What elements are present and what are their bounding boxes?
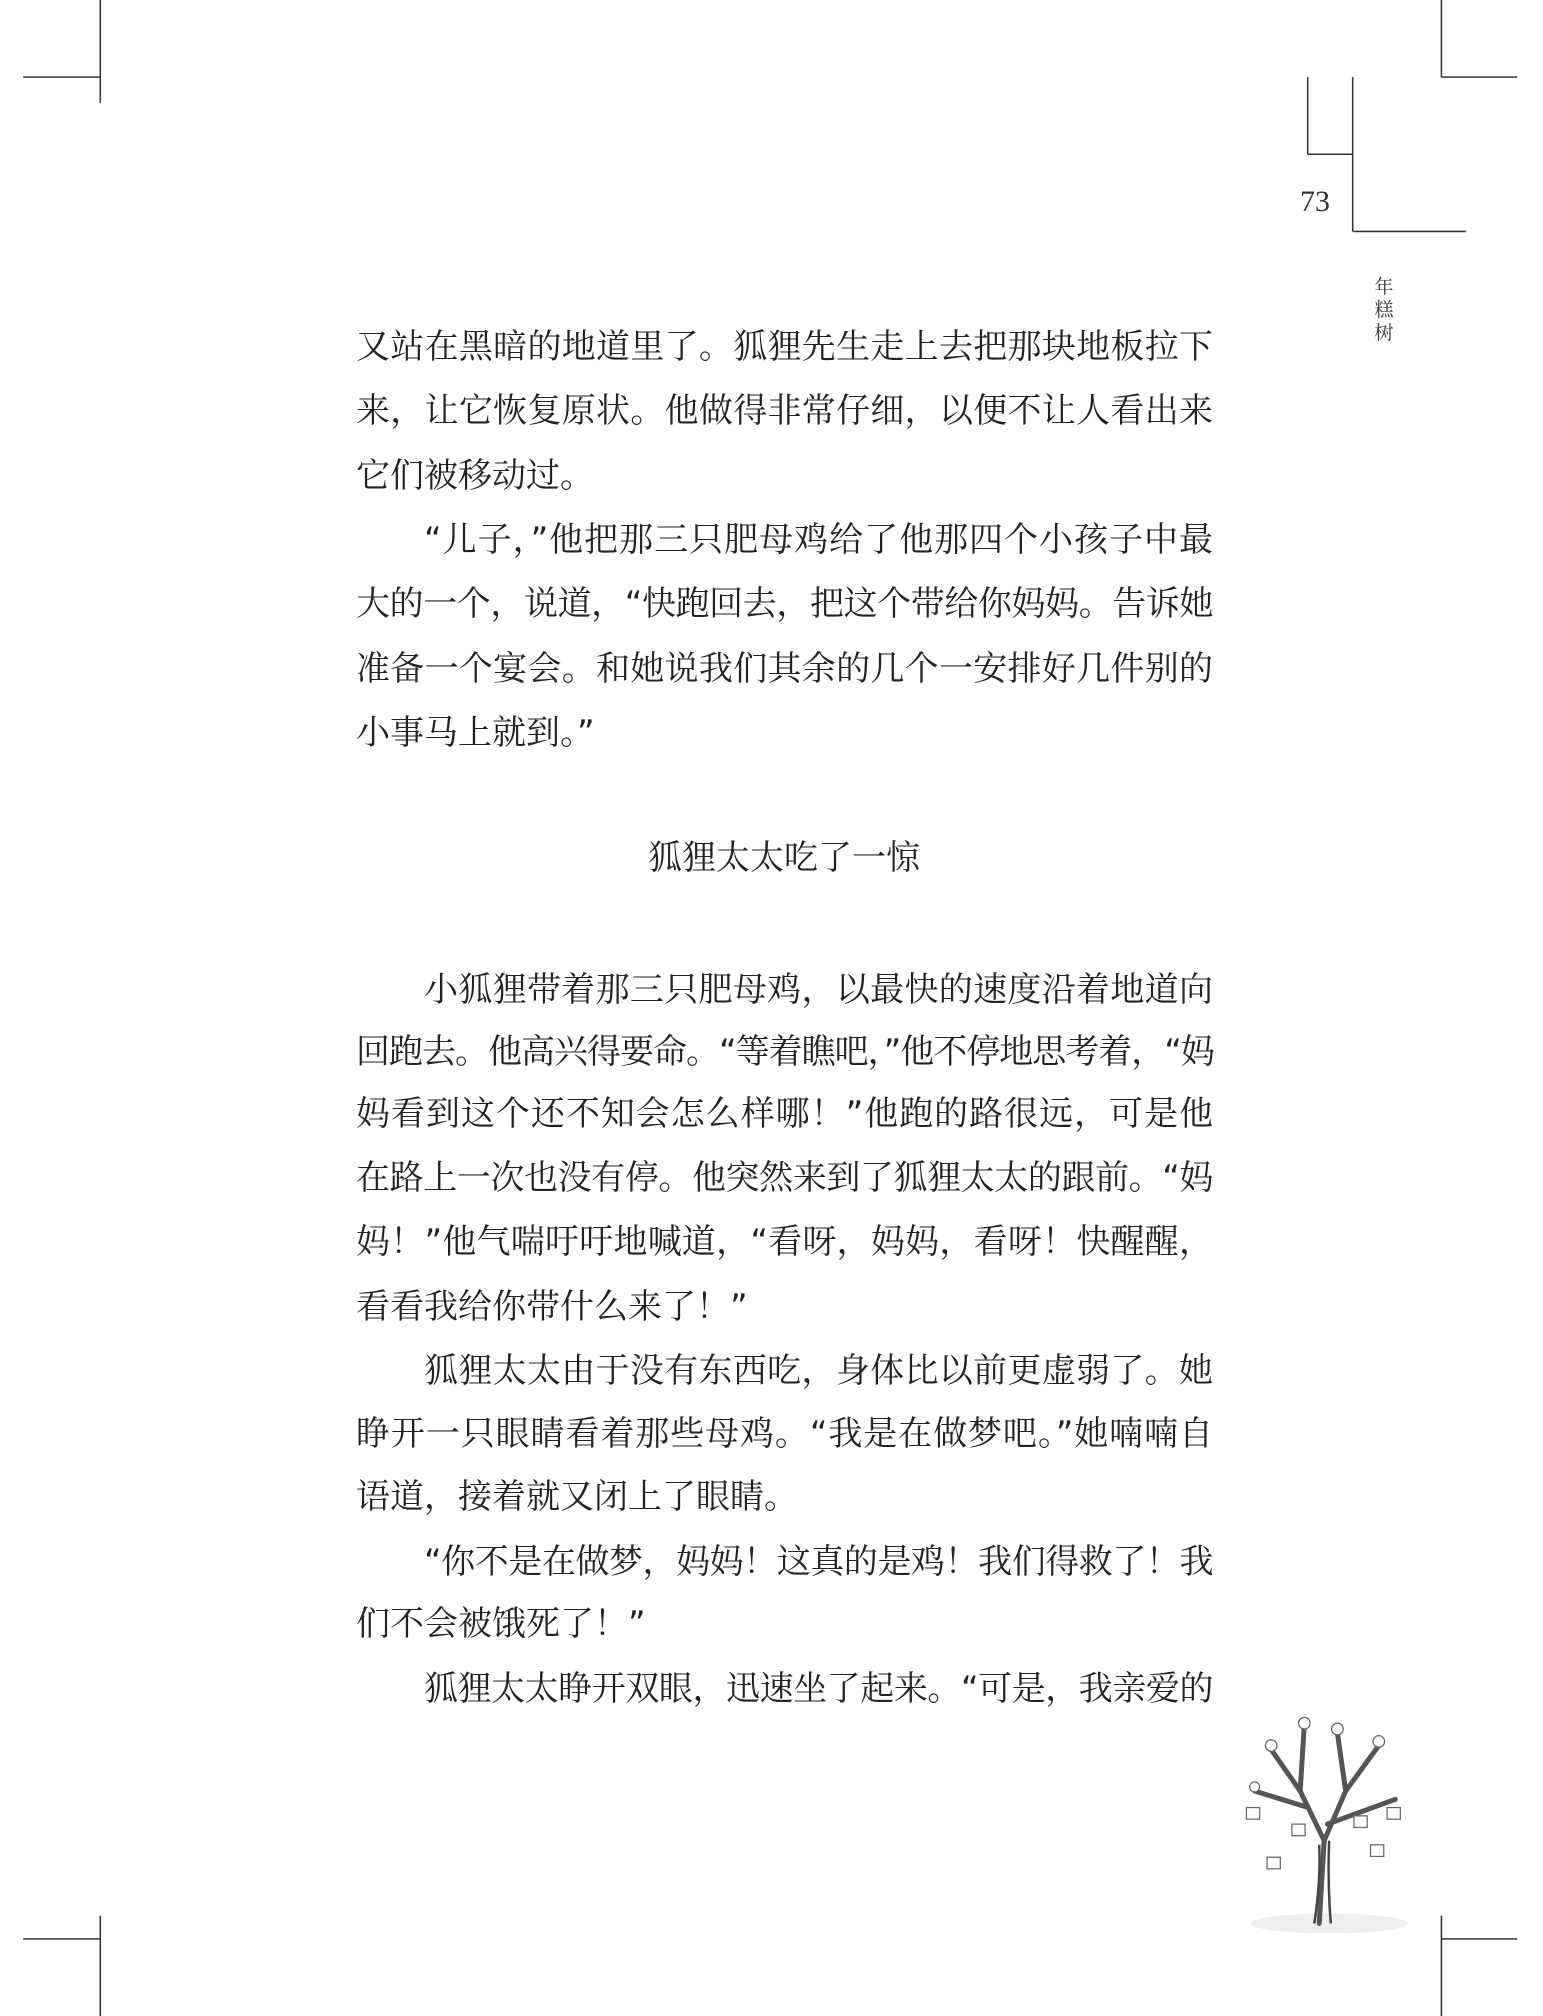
text-line: 回跑去。他高兴得要命。“等着瞧吧，”他不停地思考着，“妈 (356, 1032, 1214, 1072)
text-line: 准备一个宴会。和她说我们其余的几个一安排好几件别的 (356, 649, 1213, 689)
text-line: 们不会被饿死了！” (356, 1604, 646, 1644)
text-line: 狐狸太太睁开双眼，迅速坐了起来。“可是，我亲爱的 (424, 1669, 1213, 1709)
text-line: 来，让它恢复原状。他做得非常仔细，以便不让人看出来 (356, 391, 1213, 431)
text-line: 大的一个，说道，“快跑回去，把这个带给你妈妈。告诉她 (356, 584, 1213, 624)
text-line: 狐狸太太由于没有东西吃，身体比以前更虚弱了。她 (424, 1351, 1213, 1391)
running-title: 年糕树 (1374, 276, 1394, 344)
text-line: 小狐狸带着那三只肥母鸡，以最快的速度沿着地道向 (424, 970, 1213, 1010)
text-line: 它们被移动过。 (356, 456, 594, 496)
text-line: 妈看到这个还不知会怎么样哪！”他跑的路很远，可是他 (356, 1094, 1213, 1134)
text-line: “儿子，”他把那三只肥母鸡给了他那四个小孩子中最 (424, 520, 1213, 560)
text-line: 小事马上就到。” (356, 713, 595, 753)
tree-illustration (1220, 1700, 1430, 1940)
text-line: “你不是在做梦，妈妈！这真的是鸡！我们得救了！我 (424, 1542, 1213, 1582)
text-line: 在路上一次也没有停。他突然来到了狐狸太太的跟前。“妈 (356, 1158, 1213, 1198)
text-line: 又站在黑暗的地道里了。狐狸先生走上去把那块地板拉下 (356, 327, 1213, 367)
section-heading: 狐狸太太吃了一惊 (648, 838, 920, 878)
page-number: 73 (1300, 185, 1330, 218)
text-line: 看看我给你带什么来了！” (356, 1287, 748, 1327)
text-line: 睁开一只眼睛看着那些母鸡。“我是在做梦吧。”她喃喃自 (356, 1414, 1213, 1454)
text-line: 妈！”他气喘吁吁地喊道，“看呀，妈妈，看呀！快醒醒， (356, 1222, 1213, 1262)
text-line: 语道，接着就又闭上了眼睛。 (356, 1477, 798, 1517)
